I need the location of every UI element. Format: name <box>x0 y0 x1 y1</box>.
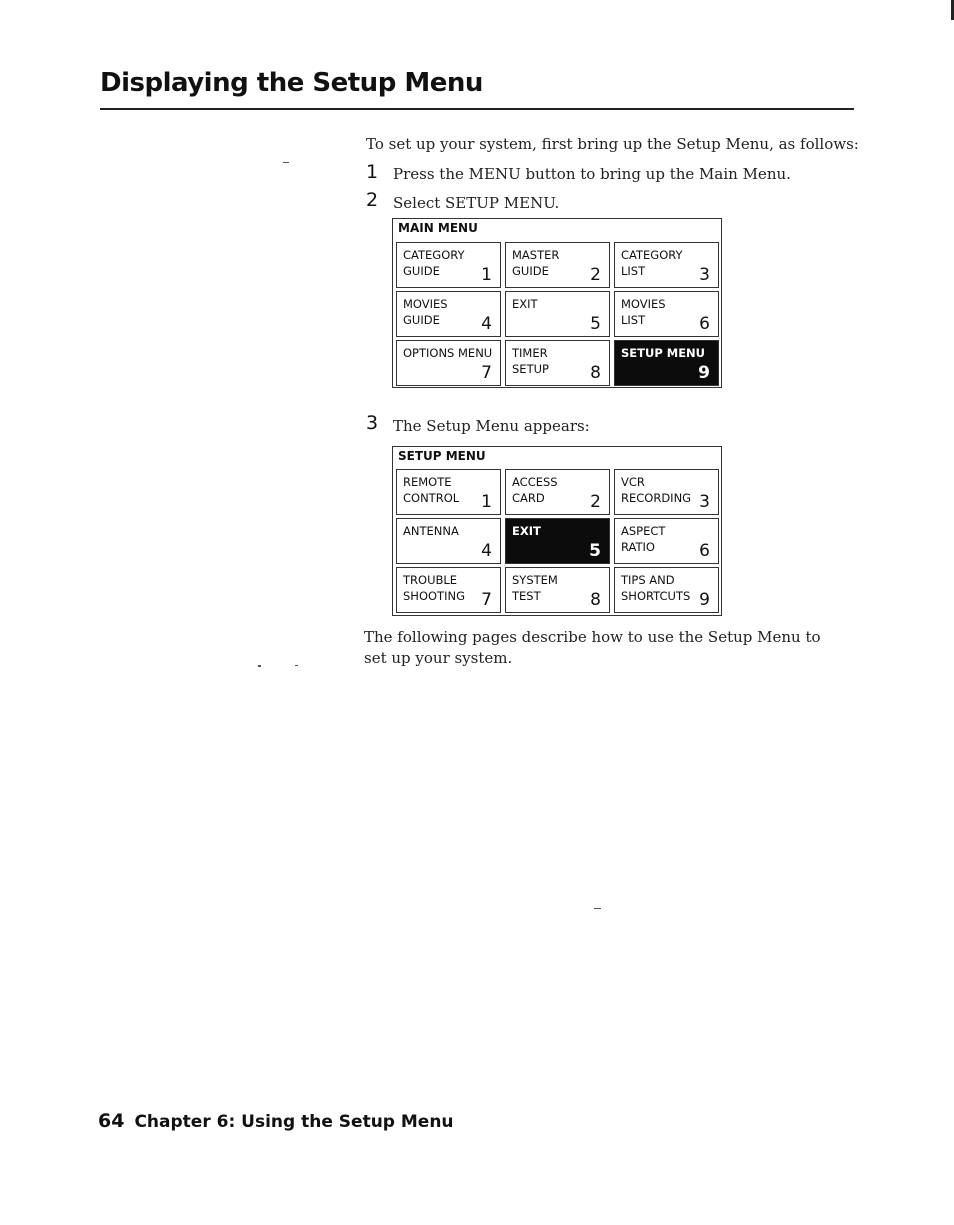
cell-number: 2 <box>590 265 601 285</box>
page-title: Displaying the Setup Menu <box>100 68 483 98</box>
cell-label: EXIT <box>512 524 541 538</box>
main-menu-exit <box>505 291 610 337</box>
cell-label: CONTROL <box>403 491 460 505</box>
cell-number: 7 <box>481 363 492 383</box>
main-menu-movies-guide <box>396 291 501 337</box>
cell-label: SETUP MENU <box>621 346 706 360</box>
cell-label: CATEGORY <box>403 248 465 262</box>
cell-label: TIMER <box>512 346 548 360</box>
cell-label: SYSTEM <box>512 573 558 587</box>
cell-label: EXIT <box>512 297 538 311</box>
page-number: 64 <box>98 1110 125 1132</box>
main-menu-timer-setup <box>505 340 610 386</box>
scan-speck <box>283 162 289 163</box>
setup-menu-exit-selected <box>505 518 610 564</box>
cell-label: VCR <box>621 475 645 489</box>
cell-number: 4 <box>481 314 492 334</box>
title-rule <box>100 108 854 110</box>
cell-label: LIST <box>621 264 646 278</box>
step-text: Select SETUP MENU. <box>393 194 560 212</box>
setup-menu-antenna <box>396 518 501 564</box>
cell-label: GUIDE <box>403 313 440 327</box>
cell-label: RECORDING <box>621 491 692 505</box>
cell-number: 1 <box>481 265 492 285</box>
cell-label: MASTER <box>512 248 560 262</box>
cell-number: 4 <box>481 541 492 561</box>
cell-number: 6 <box>699 314 710 334</box>
cell-label: MOVIES <box>403 297 448 311</box>
closing-text: The following pages describe how to use the Setup Menu to set up your system. <box>364 628 821 667</box>
step-number: 3 <box>366 412 379 434</box>
main-menu-master-guide <box>505 242 610 288</box>
scan-speck <box>594 908 601 909</box>
cell-label: SHORTCUTS <box>621 589 691 603</box>
cell-label: TROUBLE <box>403 573 458 587</box>
intro-text: To set up your system, first bring up the Setup Menu, as follows: <box>366 135 859 153</box>
main-menu-movies-list <box>614 291 719 337</box>
cell-label: OPTIONS MENU <box>403 346 493 360</box>
setup-menu-system-test <box>505 567 610 613</box>
step-number: 1 <box>366 161 379 183</box>
scan-speck <box>295 665 298 666</box>
cell-number: 3 <box>699 492 710 512</box>
cell-label: GUIDE <box>512 264 549 278</box>
step-text: Press the MENU button to bring up the Main Menu. <box>393 165 791 183</box>
cell-label: ACCESS <box>512 475 558 489</box>
setup-menu-tips-and-shortcuts <box>614 567 719 613</box>
scan-speck <box>258 665 261 667</box>
cell-label: GUIDE <box>403 264 440 278</box>
main-menu-diagram <box>392 218 722 388</box>
setup-menu-aspect-ratio <box>614 518 719 564</box>
setup-menu-remote-control <box>396 469 501 515</box>
cell-number: 5 <box>590 314 601 334</box>
cell-label: CATEGORY <box>621 248 683 262</box>
cell-label: SETUP <box>512 362 549 376</box>
main-menu-setup-menu-selected <box>614 340 719 386</box>
cell-label: ASPECT <box>621 524 666 538</box>
cell-number: 3 <box>699 265 710 285</box>
main-menu-category-list <box>614 242 719 288</box>
main-menu-category-guide <box>396 242 501 288</box>
cell-label: ANTENNA <box>403 524 459 538</box>
cell-number: 2 <box>590 492 601 512</box>
cell-label: SHOOTING <box>403 589 465 603</box>
setup-menu-trouble-shooting <box>396 567 501 613</box>
setup-menu-diagram <box>392 446 722 616</box>
setup-menu-title: SETUP MENU <box>398 449 486 463</box>
cell-number: 8 <box>590 590 601 610</box>
step-text: The Setup Menu appears: <box>393 417 590 435</box>
main-menu-options-menu <box>396 340 501 386</box>
cell-label: TIPS AND <box>621 573 675 587</box>
setup-menu-vcr-recording <box>614 469 719 515</box>
cell-number: 6 <box>699 541 710 561</box>
cell-label: LIST <box>621 313 646 327</box>
cell-label: REMOTE <box>403 475 452 489</box>
chapter-title: Chapter 6: Using the Setup Menu <box>134 1112 454 1132</box>
cell-label: MOVIES <box>621 297 666 311</box>
cell-label: CARD <box>512 491 545 505</box>
cell-number: 7 <box>481 590 492 610</box>
cell-number: 1 <box>481 492 492 512</box>
cell-number: 5 <box>589 541 601 561</box>
step-number: 2 <box>366 189 379 211</box>
page-footer <box>98 1110 454 1132</box>
cell-number: 9 <box>698 363 710 383</box>
cell-label: RATIO <box>621 540 655 554</box>
setup-menu-access-card <box>505 469 610 515</box>
cell-label: TEST <box>512 589 541 603</box>
cell-number: 8 <box>590 363 601 383</box>
cell-number: 9 <box>699 590 710 610</box>
main-menu-title: MAIN MENU <box>398 221 478 235</box>
